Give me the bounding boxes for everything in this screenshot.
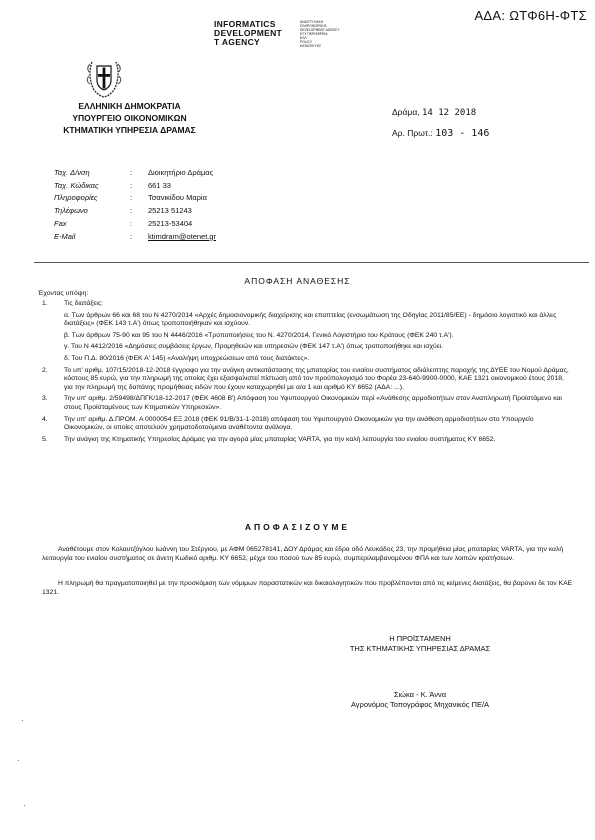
brand-line: T AGENCY xyxy=(214,37,261,47)
date-row xyxy=(392,107,489,118)
list-item: 3. Την υπ' αριθμ. 2/59498/ΔΠΓΚ/18-12-2017 (ΦΕΚ 4608 Β') Απόφαση του Υφυπουργού Οικονομικών περί «Ανάθεσης αρμοδιοτήτων στον Αναπληρωτή Προϊστάμενο και στους Προϊσταμένους των Κτηματικών Υπηρεσιών». xyxy=(42,395,562,411)
contact-value: 25213-53404 xyxy=(148,219,193,229)
date-label: Δράμα, xyxy=(392,107,420,117)
signatory-name: Σιώκα - Κ. Άννα xyxy=(393,690,447,699)
signature-title: Η ΠΡΟΪΣΤΑΜΕΝΗ xyxy=(389,634,451,643)
protocol-row xyxy=(392,128,489,139)
contact-row: Ταχ. Κώδικας : 661 33 xyxy=(54,180,171,190)
scan-speck xyxy=(18,760,19,761)
decision-paragraph: Η πληρωμή θα πραγματοποιηθεί με την προσκόμιση των νόμιμων παραστατικών και δικαιολογητικών που προβλέπονται από τις κείμενες διατάξεις, θα βαρύνει δε τον ΚΑΕ 1321. xyxy=(42,580,573,596)
signature-department: ΤΗΣ ΚΤΗΜΑΤΙΚΗΣ ΥΠΗΡΕΣΙΑΣ ΔΡΑΜΑΣ xyxy=(349,644,491,653)
list-item: 4. Την υπ' αριθμ. Δ.ΠΡΟΜ. Α 0000054 ΕΞ 2018 (ΦΕΚ 91/Β/31-1-2018) απόφαση του Υφυπουργού Οικονομικών για την ανάθεση αρμοδιοτήτων στο Υπουργείο Οικονομικών, οι οποίες αποτελούν χρηματοδοτούμενα αναθέτοντα ανάλογα. xyxy=(42,415,534,432)
contact-value: 661 33 xyxy=(148,180,171,190)
brand-line: INFORMATICS xyxy=(214,19,276,29)
contact-label: Πληροφορίες xyxy=(54,193,98,203)
intro-text: Έχοντας υπόψη: xyxy=(38,290,89,297)
scan-speck xyxy=(22,720,23,721)
decision-paragraph: Αναθέτουμε στον Κολαυτζόγλου Ιωάννη του Στέργιου, με ΑΦΜ 065278141, ΔΟΥ Δράμας και έδρα οδό Λευκάδος 23, την προμήθεια μίας μπαταρίας VARTA, για την καλή λειτουργία του ενιαίου συστήματος σε άνετη Κωδικό αριθμ. ΚΥ 6652, μέχρι του ποσού των 85 ευρώ, συμπεριλαμβανομένου ΦΠΑ και των λοιπών κρατήσεων. xyxy=(42,546,564,562)
agency-logo xyxy=(214,19,340,48)
list-item: 1. Τις διατάξεις: xyxy=(42,300,104,307)
contact-row: E-Mail : ktimdram@otenet.gr xyxy=(54,231,217,241)
document-title: ΑΠΟΦΑΣΗ ΑΝΑΘΕΣΗΣ xyxy=(244,276,351,286)
list-item: β. Των άρθρων 75-90 και 95 του Ν 4446/2016 «Τροποποιήσεις του Ν. 4270/2014, Γενικό Λογιστήριο του Κράτους (ΦΕΚ 240 τ.Α'). xyxy=(64,331,454,339)
list-item: 5. Την ανάγκη της Κτηματικής Υπηρεσίας Δράμας για την αγορά μίας μπαταρίας VARTA, για την καλή λειτουργία του ενιαίου συστήματος ΚΥ 6652. xyxy=(42,435,496,443)
list-item: γ. Του Ν 4412/2016 «Δημόσιες συμβάσεις έργων, Προμηθειών και υπηρεσιών (ΦΕΚ 147 τ.Α') όπως τροποποιήθηκε και ισχύει. xyxy=(64,343,444,351)
authority-line: ΥΠΟΥΡΓΕΙΟ ΟΙΚΟΝΟΜΙΚΩΝ xyxy=(72,113,187,123)
issuing-authority xyxy=(42,100,217,136)
list-item: α. Των άρθρων 66 και 68 του Ν 4270/2014 «Αρχές δημοσιονομικής διαχείρισης και εποπτείας (ενσωμάτωση της Οδηγίας 2011/85/ΕΕ) - δημόσιο λογιστικό και άλλες διατάξεις» (ΦΕΚ 143 τ.Α') όπως τροποποιήθηκαν και ισχύουν. xyxy=(64,311,557,328)
authority-line: ΚΤΗΜΑΤΙΚΗ ΥΠΗΡΕΣΙΑ ΔΡΑΜΑΣ xyxy=(63,125,196,135)
contact-row: Πληροφορίες : Τσανικίδου Μαρία xyxy=(54,193,207,203)
contact-info xyxy=(54,166,216,243)
greek-emblem-icon xyxy=(84,56,124,98)
signatory xyxy=(330,690,510,710)
brand-fine-print: ΑΝΑΠΤΥΞΙΑΚΗ ΠΛΗΡΟΦΟΡΙΚΗΣ DEVELOPMENT AGENCY ΕΞΥ ΠΕΡΙΦΕΡΕΙΑ ΕΛΛ POLICY ΚΑΤΑΣΚΕΥΗΣ xyxy=(300,20,340,48)
contact-label: Fax xyxy=(54,219,67,229)
contact-value: 25213 51243 xyxy=(148,206,192,216)
scan-speck xyxy=(24,805,25,806)
contact-value: Τσανικίδου Μαρία xyxy=(148,193,207,203)
contact-label: Ταχ. Κώδικας xyxy=(54,180,99,190)
signatory-role: Αγρονόμος Τοπογράφος Μηχανικός ΠΕ/Α xyxy=(350,700,490,709)
divider xyxy=(34,262,589,263)
brand-line: DEVELOPMENT xyxy=(214,28,283,38)
date-protocol-block xyxy=(392,107,489,149)
contact-label: Ταχ. Δ/νση xyxy=(54,167,90,177)
protocol-number: 103 - 146 xyxy=(435,128,490,139)
authority-line: ΕΛΛΗΝΙΚΗ ΔΗΜΟΚΡΑΤΙΑ xyxy=(78,101,181,111)
email-link[interactable]: ktimdram@otenet.gr xyxy=(148,231,217,241)
list-item: δ. Του Π.Δ. 80/2016 (ΦΕΚ Α' 145) «Αναλήψη υποχρεώσεων από τους διατάκτες». xyxy=(64,354,310,362)
contact-row: Fax : 25213-53404 xyxy=(54,219,193,229)
contact-row: Ταχ. Δ/νση : Διοικητήριο Δράμας xyxy=(54,167,214,177)
considerations-list xyxy=(42,300,582,447)
protocol-label: Αρ. Πρωτ.: xyxy=(392,128,433,138)
contact-label: Τηλέφωνο xyxy=(54,206,88,216)
ada-code: ΑΔΑ: ΩΤΦ6Η-ΦΤΣ xyxy=(474,8,587,23)
signature-block xyxy=(330,634,510,654)
contact-value: Διοικητήριο Δράμας xyxy=(148,167,214,177)
list-item: 2. Το υπ' αριθμ. 107/15/2018-12-2018 έγγραφο για την ανάγκη αντικατάστασης της μπαταρίας του ενιαίου συστήματος αδιάλειπτης παροχής της ΔΥΕΕ του Νομού Δράμας, κόστους 85 ευρώ, για την πληρωμή της οποίας έχει εξασφαλιστεί πίστωση από τον προϋπολογισμό του Φορέα 23-640-9900-0000, ΚΑΕ 1321 οικονομικού έτους 2018, για την πληρωμή της δαπάνης προμήθειας ειδών που έχουν καταχωρηθεί με α/α 1 και αριθμό ΚΥ 6652 (ΑΔΑ: ...). xyxy=(42,366,569,391)
contact-label: E-Mail xyxy=(54,231,76,241)
date-value: 14 12 2018 xyxy=(421,108,477,118)
decision-heading: ΑΠΟΦΑΣΙΖΟΥΜΕ xyxy=(244,522,351,532)
contact-row: Τηλέφωνο : 25213 51243 xyxy=(54,206,192,216)
